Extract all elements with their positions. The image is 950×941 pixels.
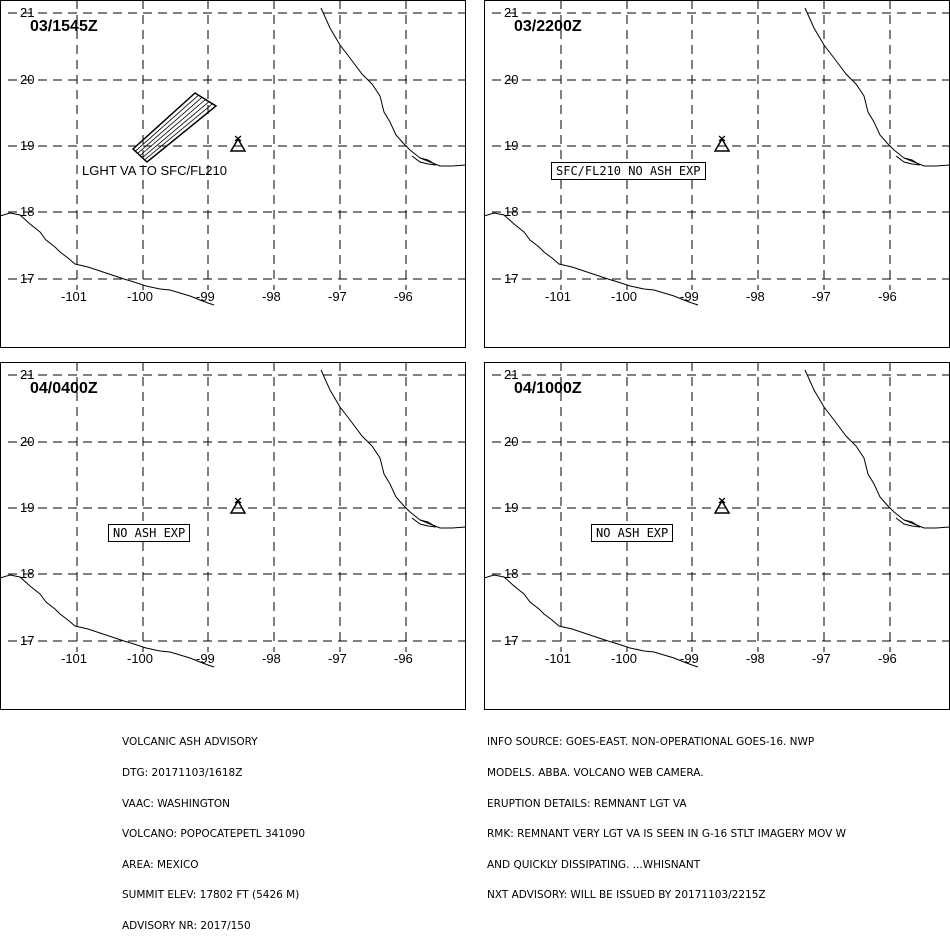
advisory-line: ADVISORY NR: 2017/150 bbox=[122, 920, 251, 933]
advisory-line: VOLCANO: POPOCATEPETL 341090 bbox=[122, 828, 306, 841]
longitude-label: -97 bbox=[328, 651, 347, 666]
latitude-label: 20 bbox=[504, 72, 519, 87]
advisory-line: DTG: 20171103/1618Z bbox=[122, 767, 243, 780]
volcano-triangle-icon bbox=[715, 498, 729, 513]
ash-cloud-area bbox=[133, 93, 216, 162]
advisory-line: AND QUICKLY DISSIPATING. ...WHISNANT bbox=[487, 858, 701, 871]
ash-annotation: NO ASH EXP bbox=[108, 524, 190, 542]
latitude-label: 21 bbox=[20, 5, 35, 20]
coastline-gulf bbox=[321, 8, 466, 166]
longitude-label: -101 bbox=[545, 651, 572, 666]
panel-timestamp: 03/2200Z bbox=[514, 18, 582, 35]
latitude-label: 19 bbox=[20, 138, 35, 153]
map-panel-4 bbox=[484, 362, 950, 710]
volcano-triangle-icon bbox=[231, 136, 245, 151]
advisory-line: VOLCANIC ASH ADVISORY bbox=[122, 736, 258, 749]
panel-timestamp: 04/1000Z bbox=[514, 380, 582, 397]
latitude-label: 21 bbox=[504, 5, 519, 20]
advisory-line: SUMMIT ELEV: 17802 FT (5426 M) bbox=[122, 889, 300, 902]
longitude-label: -100 bbox=[611, 651, 638, 666]
longitude-label: -97 bbox=[812, 651, 831, 666]
panel-timestamp: 03/1545Z bbox=[30, 18, 98, 35]
latitude-label: 21 bbox=[504, 367, 519, 382]
longitude-label: -101 bbox=[61, 651, 88, 666]
coastline-gulf bbox=[805, 370, 950, 528]
coastline-detail bbox=[896, 518, 920, 527]
longitude-label: -96 bbox=[878, 651, 897, 666]
latitude-label: 20 bbox=[504, 434, 519, 449]
latitude-label: 17 bbox=[20, 271, 35, 286]
coastline-pacific bbox=[484, 213, 698, 305]
longitude-label: -97 bbox=[328, 289, 347, 304]
longitude-label: -99 bbox=[196, 289, 215, 304]
advisory-line: ERUPTION DETAILS: REMNANT LGT VA bbox=[487, 797, 687, 810]
coastline-detail bbox=[896, 156, 920, 165]
longitude-label: -96 bbox=[878, 289, 897, 304]
advisory-header-left bbox=[122, 717, 305, 941]
latitude-label: 18 bbox=[20, 566, 35, 581]
longitude-label: -100 bbox=[127, 651, 154, 666]
latitude-label: 18 bbox=[504, 204, 519, 219]
map-panel-1 bbox=[0, 0, 466, 348]
longitude-label: -96 bbox=[394, 651, 413, 666]
advisory-line: AREA: MEXICO bbox=[122, 858, 199, 871]
longitude-label: -100 bbox=[127, 289, 154, 304]
map-panel-2 bbox=[484, 0, 950, 348]
longitude-label: -98 bbox=[262, 289, 281, 304]
coastline-pacific bbox=[0, 213, 214, 305]
ash-annotation: NO ASH EXP bbox=[591, 524, 673, 542]
longitude-label: -99 bbox=[680, 651, 699, 666]
volcano-triangle-icon bbox=[231, 498, 245, 513]
latitude-label: 21 bbox=[20, 367, 35, 382]
latitude-label: 17 bbox=[504, 271, 519, 286]
coastline-pacific bbox=[484, 575, 698, 667]
longitude-label: -99 bbox=[196, 651, 215, 666]
coastline-gulf bbox=[805, 8, 950, 166]
longitude-label: -101 bbox=[545, 289, 572, 304]
panel-timestamp: 04/0400Z bbox=[30, 380, 98, 397]
latitude-label: 19 bbox=[504, 138, 519, 153]
advisory-line: RMK: REMNANT VERY LGT VA IS SEEN IN G-16 STLT IMAGERY MOV W bbox=[487, 828, 847, 841]
latitude-label: 18 bbox=[20, 204, 35, 219]
volcano-triangle-icon bbox=[715, 136, 729, 151]
longitude-label: -100 bbox=[611, 289, 638, 304]
coastline-detail bbox=[412, 518, 436, 527]
latitude-label: 19 bbox=[504, 500, 519, 515]
latitude-label: 17 bbox=[20, 633, 35, 648]
advisory-line: MODELS. ABBA. VOLCANO WEB CAMERA. bbox=[487, 767, 704, 780]
coastline-pacific bbox=[0, 575, 214, 667]
longitude-label: -96 bbox=[394, 289, 413, 304]
map-panel-3 bbox=[0, 362, 466, 710]
longitude-label: -98 bbox=[746, 651, 765, 666]
ash-annotation: LGHT VA TO SFC/FL210 bbox=[82, 163, 227, 178]
latitude-label: 20 bbox=[20, 72, 35, 87]
latitude-label: 18 bbox=[504, 566, 519, 581]
advisory-details-right bbox=[487, 717, 846, 911]
coastline-gulf bbox=[321, 370, 466, 528]
coastline-detail bbox=[412, 156, 436, 165]
longitude-label: -101 bbox=[61, 289, 88, 304]
advisory-line: VAAC: WASHINGTON bbox=[122, 797, 230, 810]
longitude-label: -98 bbox=[746, 289, 765, 304]
latitude-label: 19 bbox=[20, 500, 35, 515]
longitude-label: -99 bbox=[680, 289, 699, 304]
longitude-label: -97 bbox=[812, 289, 831, 304]
latitude-label: 20 bbox=[20, 434, 35, 449]
ash-annotation: SFC/FL210 NO ASH EXP bbox=[551, 162, 706, 180]
advisory-line: INFO SOURCE: GOES-EAST. NON-OPERATIONAL GOES-16. NWP bbox=[487, 736, 815, 749]
longitude-label: -98 bbox=[262, 651, 281, 666]
latitude-label: 17 bbox=[504, 633, 519, 648]
advisory-line: NXT ADVISORY: WILL BE ISSUED BY 20171103/2215Z bbox=[487, 889, 766, 902]
